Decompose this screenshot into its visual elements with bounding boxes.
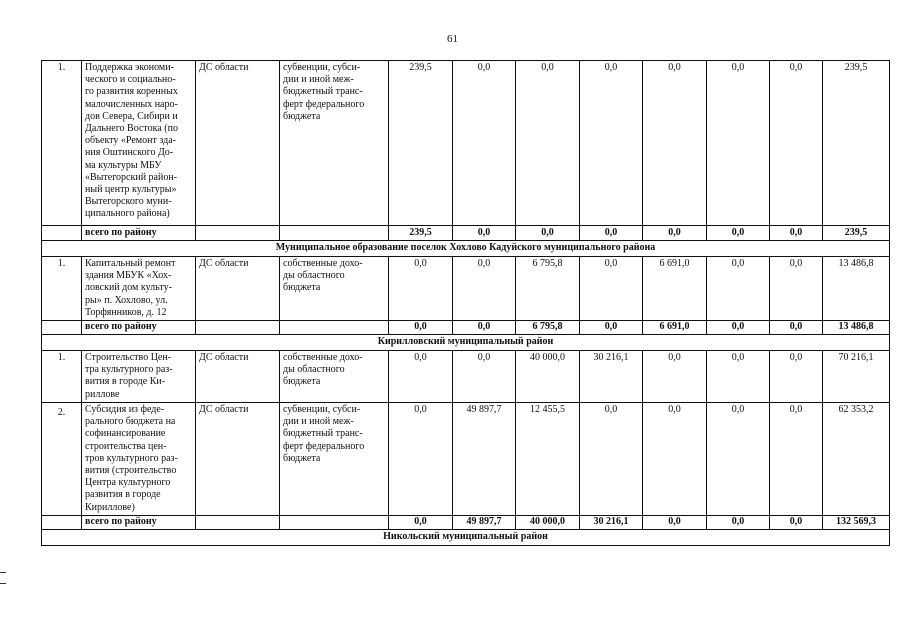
funding-source: субвенции, субси- дии и иной меж- бюджетный транс- ферт федерального бюджета — [280, 61, 389, 226]
margin-mark — [0, 583, 6, 584]
value-cell: 6 691,0 — [643, 257, 707, 321]
total-value: 13 486,8 — [823, 321, 890, 335]
total-value: 0,0 — [580, 321, 643, 335]
value-cell: 0,0 — [580, 403, 643, 516]
total-value: 0,0 — [389, 516, 453, 530]
total-value: 0,0 — [770, 226, 823, 241]
value-cell: 12 455,5 — [516, 403, 580, 516]
value-cell: 0,0 — [643, 351, 707, 403]
total-value: 0,0 — [770, 321, 823, 335]
object-name: Строительство Цен- тра культурного раз- вития в городе Ки- риллове — [82, 351, 196, 403]
section-header — [42, 530, 890, 546]
budget-table — [41, 60, 890, 546]
table-row — [42, 257, 890, 321]
table-row — [42, 351, 890, 403]
total-value: 239,5 — [389, 226, 453, 241]
value-cell: 40 000,0 — [516, 351, 580, 403]
value-cell: 49 897,7 — [453, 403, 516, 516]
value-cell: 0,0 — [453, 351, 516, 403]
value-cell: 70 216,1 — [823, 351, 890, 403]
value-cell: 0,0 — [770, 403, 823, 516]
section-header — [42, 241, 890, 257]
value-cell: 0,0 — [580, 257, 643, 321]
total-value: 0,0 — [453, 321, 516, 335]
total-value: 0,0 — [643, 516, 707, 530]
total-label: всего по району — [82, 321, 196, 335]
total-value: 49 897,7 — [453, 516, 516, 530]
object-name: Субсидия из феде- рального бюджета на софинансирование строительства цен- тров культурного раз- вития (строительство Центра культурного развития в городе Кириллове) — [82, 403, 196, 516]
total-value: 6 691,0 — [643, 321, 707, 335]
total-value: 0,0 — [389, 321, 453, 335]
total-value: 0,0 — [770, 516, 823, 530]
value-cell: 0,0 — [389, 257, 453, 321]
value-cell: 0,0 — [770, 351, 823, 403]
value-cell: 0,0 — [389, 403, 453, 516]
customer: ДС области — [196, 257, 280, 321]
total-label: всего по району — [82, 516, 196, 530]
row-number: 1. — [42, 61, 82, 226]
object-name: Поддержка экономи- ческого и социально- го развития коренных малочисленных наро- дов Севера, Сибири и Дальнего Востока (по объекту «Ремонт зда- ния Оштинского До- ма культуры МБУ «Вытегорский район- ный центр культуры» Вытегорского муни- ципального района) — [82, 61, 196, 226]
value-cell: 0,0 — [516, 61, 580, 226]
total-value: 6 795,8 — [516, 321, 580, 335]
total-row — [42, 516, 890, 530]
value-cell: 0,0 — [643, 403, 707, 516]
value-cell: 239,5 — [389, 61, 453, 226]
value-cell: 0,0 — [707, 61, 770, 226]
value-cell: 0,0 — [707, 351, 770, 403]
value-cell: 0,0 — [707, 257, 770, 321]
table-row — [42, 403, 890, 516]
value-cell: 0,0 — [580, 61, 643, 226]
value-cell: 0,0 — [453, 257, 516, 321]
value-cell: 239,5 — [823, 61, 890, 226]
value-cell: 0,0 — [643, 61, 707, 226]
value-cell: 0,0 — [770, 61, 823, 226]
total-value: 0,0 — [707, 516, 770, 530]
total-value: 30 216,1 — [580, 516, 643, 530]
total-value: 0,0 — [580, 226, 643, 241]
value-cell: 6 795,8 — [516, 257, 580, 321]
funding-source: собственные дохо- ды областного бюджета — [280, 257, 389, 321]
section-title: Никольский муниципальный район — [42, 530, 890, 546]
value-cell: 13 486,8 — [823, 257, 890, 321]
total-value: 0,0 — [707, 321, 770, 335]
customer: ДС области — [196, 61, 280, 226]
value-cell: 30 216,1 — [580, 351, 643, 403]
section-title: Кирилловский муниципальный район — [42, 335, 890, 351]
value-cell: 62 353,2 — [823, 403, 890, 516]
object-name: Капитальный ремонт здания МБУК «Хох- ловский дом культу- ры» п. Хохлово, ул. Торфянников, д. 12 — [82, 257, 196, 321]
total-row — [42, 226, 890, 241]
customer: ДС области — [196, 351, 280, 403]
row-number: 1. — [42, 351, 82, 403]
total-row — [42, 321, 890, 335]
section-header — [42, 335, 890, 351]
value-cell: 0,0 — [707, 403, 770, 516]
total-value: 0,0 — [516, 226, 580, 241]
value-cell: 0,0 — [770, 257, 823, 321]
customer: ДС области — [196, 403, 280, 516]
row-number: 1. — [42, 257, 82, 321]
total-label: всего по району — [82, 226, 196, 241]
funding-source: субвенции, субси- дии и иной меж- бюджетный транс- ферт федерального бюджета — [280, 403, 389, 516]
table-row — [42, 61, 890, 226]
margin-mark — [0, 572, 6, 573]
row-number: 2. — [42, 403, 82, 516]
total-value: 40 000,0 — [516, 516, 580, 530]
value-cell: 0,0 — [389, 351, 453, 403]
value-cell: 0,0 — [453, 61, 516, 226]
section-title: Муниципальное образование поселок Хохлово Кадуйского муниципального района — [42, 241, 890, 257]
total-value: 0,0 — [453, 226, 516, 241]
total-value: 132 569,3 — [823, 516, 890, 530]
funding-source: собственные дохо- ды областного бюджета — [280, 351, 389, 403]
total-value: 239,5 — [823, 226, 890, 241]
total-value: 0,0 — [643, 226, 707, 241]
page-number: 61 — [447, 33, 458, 45]
total-value: 0,0 — [707, 226, 770, 241]
